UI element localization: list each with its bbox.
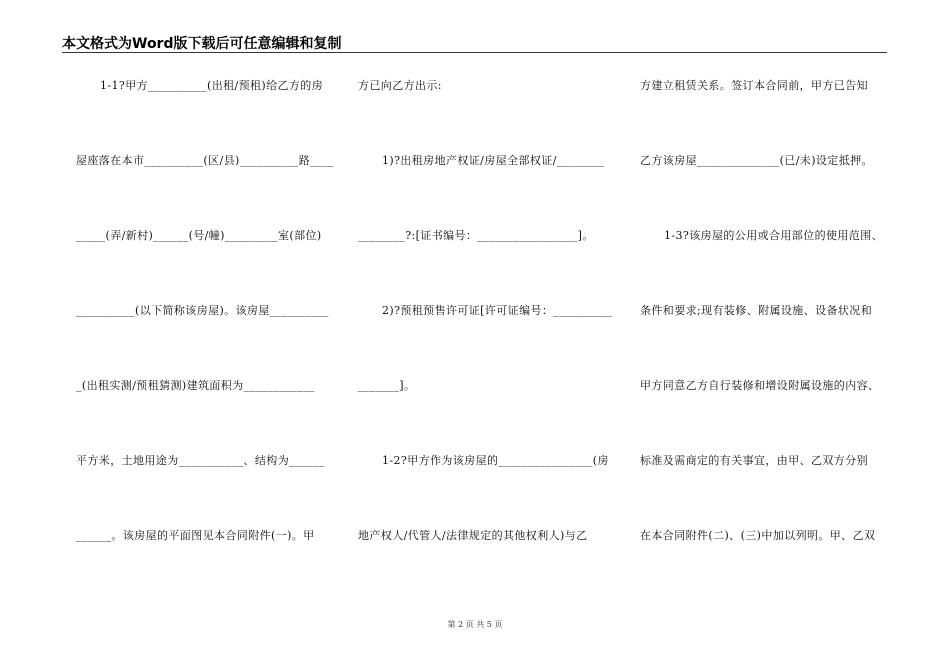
- text-line: 标准及需商定的有关事宜，由甲、乙双方分别: [640, 454, 868, 467]
- text-line: 地产权人/代管人/法律规定的其他权利人)与乙: [358, 529, 588, 542]
- text-line: _(出租实测/预租猜测)建筑面积为____________: [76, 379, 315, 392]
- text-line: 1-2?甲方作为该房屋的________________(房: [382, 454, 609, 467]
- text-line: 乙方该房屋______________(已/未)设定抵押。: [640, 154, 873, 167]
- text-line: 平方米，土地用途为___________、结构为______: [76, 454, 325, 467]
- text-line: 屋座落在本市__________(区/县)__________路____: [76, 154, 334, 167]
- header-divider: [62, 52, 887, 53]
- text-line: ______。该房屋的平面图见本合同附件(一)。甲: [76, 529, 315, 542]
- text-line: _______]。: [358, 379, 416, 392]
- document-header-title: 本文格式为Word版下载后可任意编辑和复制: [62, 36, 342, 52]
- text-line: 方已向乙方出示:: [358, 79, 442, 92]
- text-line: 在本合同附件(二)、(三)中加以列明。甲、乙双: [640, 529, 876, 542]
- text-line: 1)?出租房地产权证/房屋全部权证/________: [382, 154, 604, 167]
- text-line: _____(弄/新村)______(号/幢)_________室(部位): [76, 229, 322, 242]
- text-line: 方建立租赁关系。签订本合同前，甲方已告知: [640, 79, 868, 92]
- text-line: 1-1?甲方__________(出租/预租)给乙方的房: [100, 79, 324, 92]
- text-line: __________(以下简称该房屋)。该房屋__________: [76, 304, 329, 317]
- text-line: 甲方同意乙方自行装修和增设附属设施的内容、: [640, 379, 880, 392]
- text-line: ________?:[证书编号：_________________]。: [358, 229, 594, 242]
- page-number-footer: 第 2 页 共 5 页: [447, 620, 503, 629]
- text-line: 1-3?该房屋的公用或合用部位的使用范围、: [664, 229, 884, 242]
- text-line: 2)?预租预售许可证[许可证编号：__________: [382, 304, 613, 317]
- text-line: 条件和要求;现有装修、附属设施、设备状况和: [640, 304, 873, 317]
